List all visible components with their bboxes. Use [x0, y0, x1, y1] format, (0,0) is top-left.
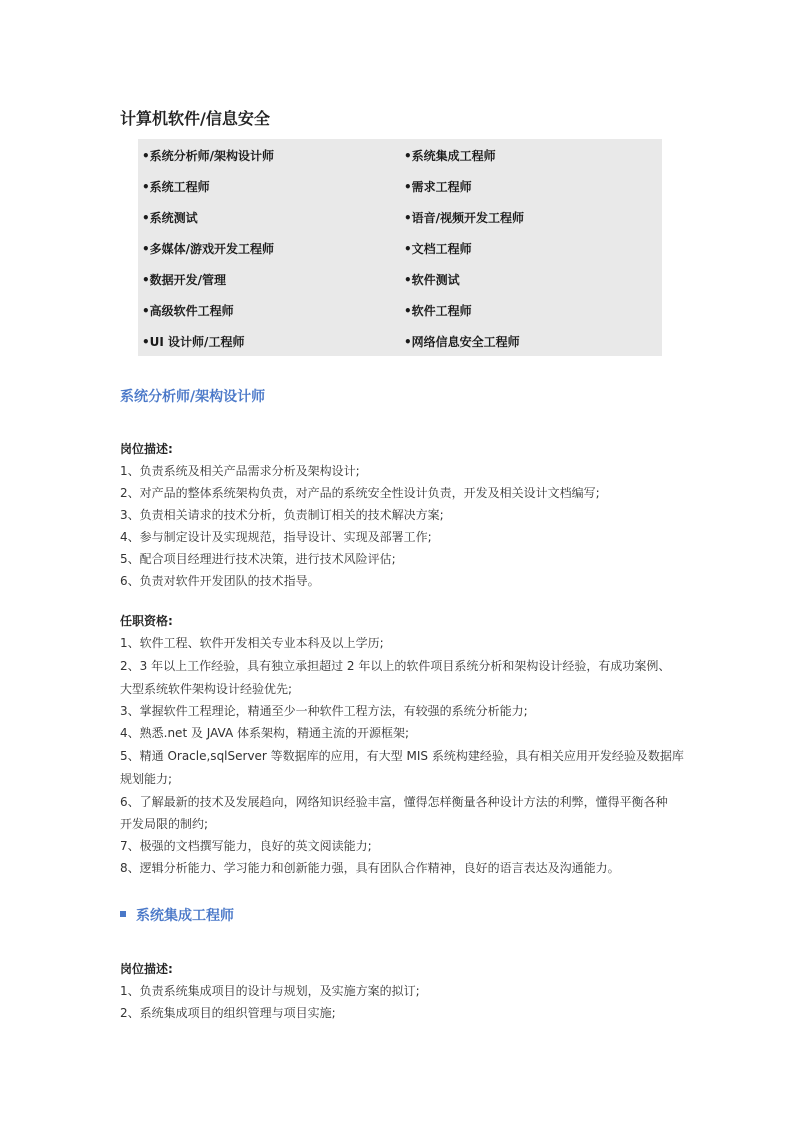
category-item[interactable]: •系统工程师 — [142, 180, 210, 194]
text-line: 2、对产品的整体系统架构负责，对产品的系统安全性设计负责，开发及相关设计文档编写; — [120, 486, 600, 500]
requirements-label: 任职资格: — [120, 614, 173, 628]
category-item[interactable]: •UI 设计师/工程师 — [142, 335, 245, 349]
duties-label: 岗位描述: — [120, 442, 173, 456]
section-title: 系统分析师/架构设计师 — [120, 389, 266, 405]
page-title: 计算机软件/信息安全 — [120, 109, 270, 128]
text-line: 5、配合项目经理进行技术决策，进行技术风险评估; — [120, 552, 396, 566]
category-item[interactable]: •多媒体/游戏开发工程师 — [142, 242, 275, 256]
text-line: 4、参与制定设计及实现规范，指导设计、实现及部署工作; — [120, 530, 432, 544]
text-line: 3、负责相关请求的技术分析，负责制订相关的技术解决方案; — [120, 508, 444, 522]
text-line: 8、逻辑分析能力、学习能力和创新能力强，具有团队合作精神，良好的语言表达及沟通能力。 — [120, 861, 620, 875]
text-line: 开发局限的制约; — [120, 817, 209, 831]
text-line: 6、负责对软件开发团队的技术指导。 — [120, 574, 320, 588]
category-item[interactable]: •系统集成工程师 — [404, 149, 496, 163]
text-line: 规划能力; — [120, 772, 173, 786]
category-item[interactable]: •网络信息安全工程师 — [404, 335, 520, 349]
text-line: 7、极强的文档撰写能力，良好的英文阅读能力; — [120, 839, 372, 853]
category-item[interactable]: •高级软件工程师 — [142, 304, 234, 318]
category-item[interactable]: •数据开发/管理 — [142, 273, 227, 287]
category-item[interactable]: •需求工程师 — [404, 180, 472, 194]
category-item[interactable]: •软件测试 — [404, 273, 460, 287]
category-item[interactable]: •系统测试 — [142, 211, 198, 225]
section-title — [120, 906, 234, 926]
category-grid — [138, 139, 662, 356]
text-line: 4、熟悉.net 及 JAVA 体系架构，精通主流的开源框架; — [120, 726, 410, 740]
category-item[interactable]: •系统分析师/架构设计师 — [142, 149, 275, 163]
text-line: 大型系统软件架构设计经验优先; — [120, 682, 293, 696]
category-item[interactable]: •文档工程师 — [404, 242, 472, 256]
text-line: 6、了解最新的技术及发展趋向，网络知识经验丰富，懂得怎样衡量各种设计方法的利弊，懂得平衡各种 — [120, 795, 668, 809]
text-line: 1、软件工程、软件开发相关专业本科及以上学历; — [120, 636, 384, 650]
text-line: 5、精通 Oracle,sqlServer 等数据库的应用，有大型 MIS 系统构建经验，具有相关应用开发经验及数据库 — [120, 749, 684, 763]
section-title-text: 系统集成工程师 — [136, 908, 234, 924]
text-line: 2、3 年以上工作经验，具有独立承担超过 2 年以上的软件项目系统分析和架构设计经验，有成功案例、 — [120, 659, 671, 673]
text-line: 1、负责系统及相关产品需求分析及架构设计; — [120, 464, 360, 478]
category-item[interactable]: •软件工程师 — [404, 304, 472, 318]
duties-label: 岗位描述: — [120, 962, 173, 976]
square-bullet-icon — [120, 911, 126, 917]
text-line: 1、负责系统集成项目的设计与规划，及实施方案的拟订; — [120, 984, 420, 998]
category-item[interactable]: •语音/视频开发工程师 — [404, 211, 525, 225]
text-line: 2、系统集成项目的组织管理与项目实施; — [120, 1006, 336, 1020]
text-line: 3、掌握软件工程理论，精通至少一种软件工程方法，有较强的系统分析能力; — [120, 704, 528, 718]
